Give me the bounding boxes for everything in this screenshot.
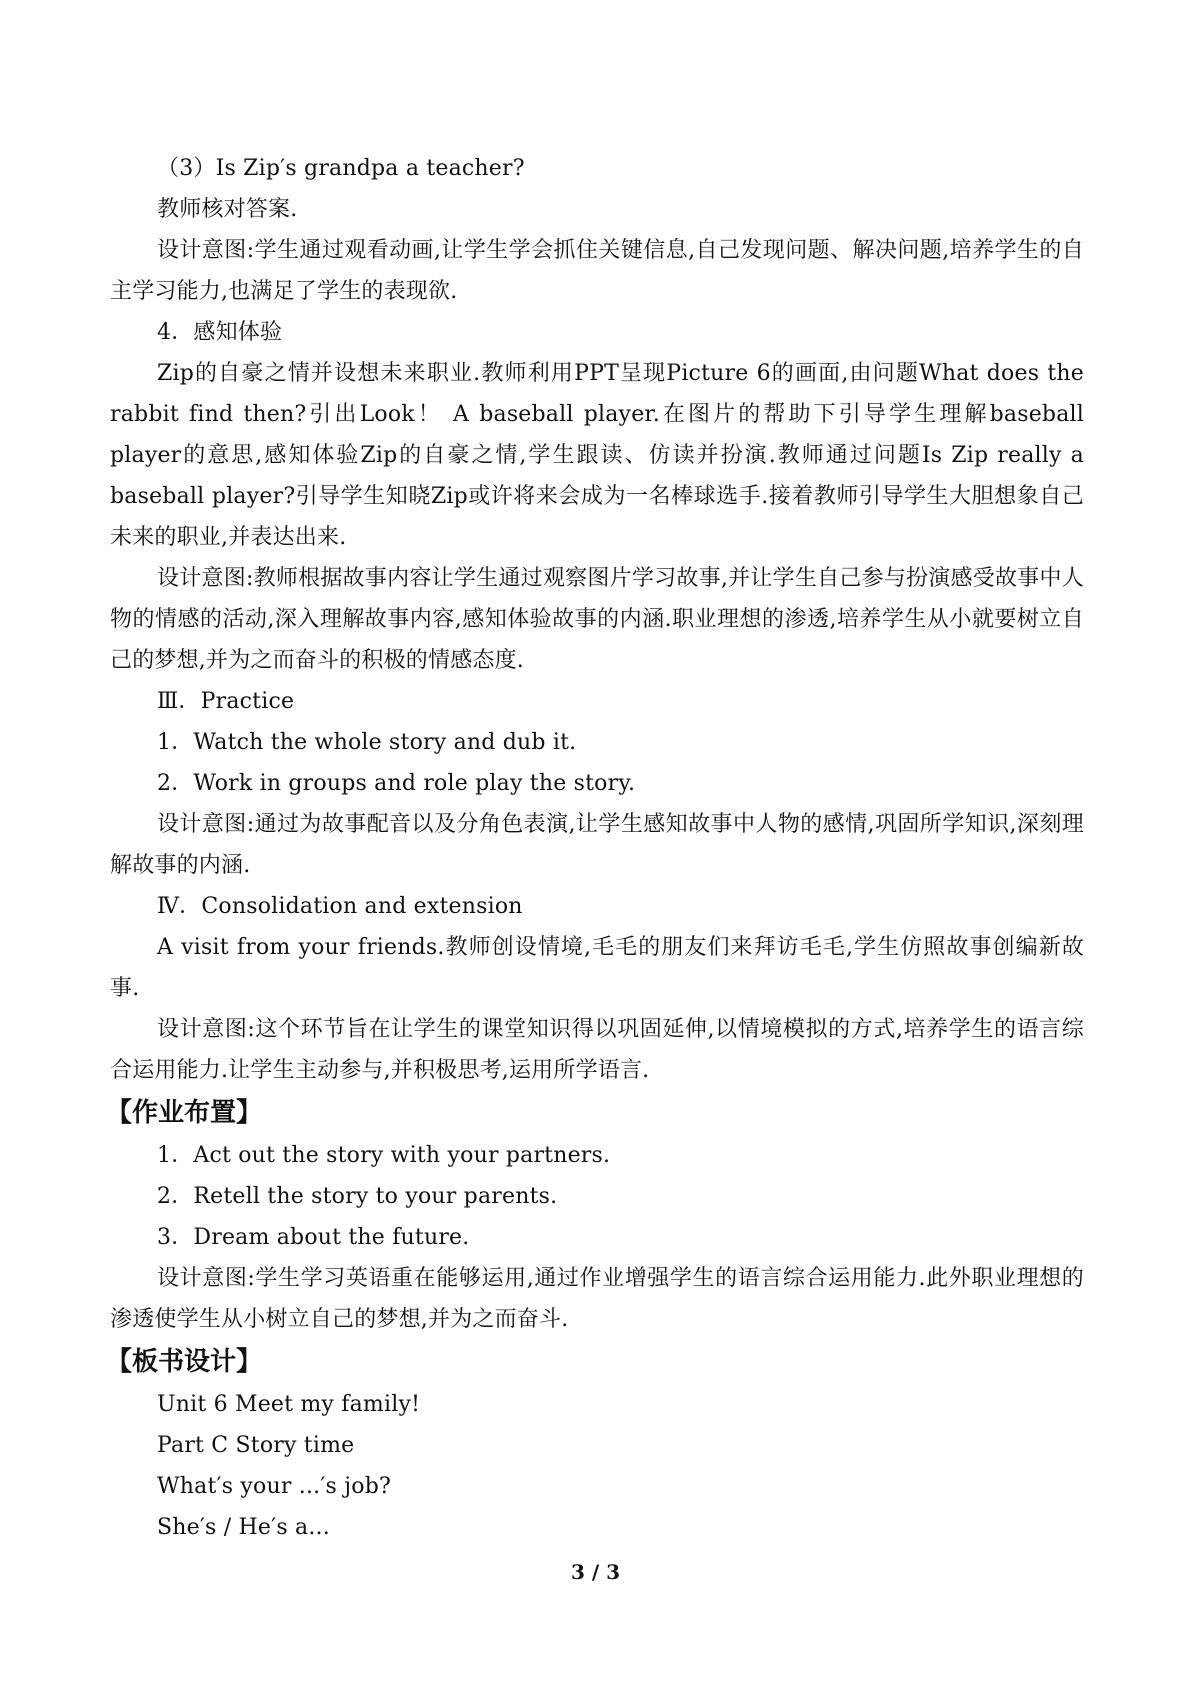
board-line-3: What′s your ...′s job? xyxy=(157,1474,391,1499)
homework-heading: 【作业布置】 xyxy=(106,1098,263,1128)
practice-item-1: 1．Watch the whole story and dub it. xyxy=(157,730,577,755)
homework-item-3: 3．Dream about the future. xyxy=(157,1225,470,1250)
section-4-body: Zip的自豪之情并设想未来职业.教师利用PPT呈现Picture 6的画面,由问题What does the rabbit find then?引出Look！ A baseball player.在图片的帮助下引导学生理解baseball player的意思,感知体验Zip的自豪之情,学生跟读、仿读并扮演.教师通过问题Is Zip really a baseball player?引导学生知晓Zip或许将来会成为一名棒球选手.接着教师引导学生大胆想象自己未来的职业,并表达出来. xyxy=(110,361,1084,550)
design-intent-1: 设计意图:学生通过观看动画,让学生学会抓住关键信息,自己发现问题、解决问题,培养学生的自主学习能力,也满足了学生的表现欲. xyxy=(110,238,1084,304)
consolidation-heading: Ⅳ．Consolidation and extension xyxy=(157,894,523,919)
document-content xyxy=(106,148,1084,1548)
page-number: 3 / 3 xyxy=(570,1560,621,1584)
section-4-title: 4．感知体验 xyxy=(157,320,283,345)
teacher-check-answers: 教师核对答案. xyxy=(157,197,298,222)
design-intent-3: 设计意图:通过为故事配音以及分角色表演,让学生感知故事中人物的感情,巩固所学知识,深刻理解故事的内涵. xyxy=(110,812,1084,878)
homework-item-2: 2．Retell the story to your parents. xyxy=(157,1184,558,1209)
homework-item-1: 1．Act out the story with your partners. xyxy=(157,1143,611,1168)
board-line-2: Part C Story time xyxy=(157,1433,355,1458)
homework-design-intent: 设计意图:学生学习英语重在能够运用,通过作业增强学生的语言综合运用能力.此外职业理想的渗透使学生从小树立自己的梦想,并为之而奋斗. xyxy=(110,1266,1084,1332)
design-intent-4: 设计意图:这个环节旨在让学生的课堂知识得以巩固延伸,以情境模拟的方式,培养学生的语言综合运用能力.让学生主动参与,并积极思考,运用所学语言. xyxy=(110,1017,1084,1083)
board-line-1: Unit 6 Meet my family! xyxy=(157,1392,421,1417)
board-heading: 【板书设计】 xyxy=(106,1347,263,1377)
question-3: （3）Is Zip′s grandpa a teacher? xyxy=(157,156,525,181)
consolidation-body: A visit from your friends.教师创设情境,毛毛的朋友们来拜访毛毛,学生仿照故事创编新故事. xyxy=(110,935,1084,1001)
practice-heading: Ⅲ．Practice xyxy=(157,689,295,714)
design-intent-2: 设计意图:教师根据故事内容让学生通过观察图片学习故事,并让学生自己参与扮演感受故事中人物的情感的活动,深入理解故事内容,感知体验故事的内涵.职业理想的渗透,培养学生从小就要树立自己的梦想,并为之而奋斗的积极的情感态度. xyxy=(110,566,1084,673)
practice-item-2: 2．Work in groups and role play the story. xyxy=(157,771,636,796)
board-line-4: She′s / He′s a... xyxy=(157,1515,330,1540)
